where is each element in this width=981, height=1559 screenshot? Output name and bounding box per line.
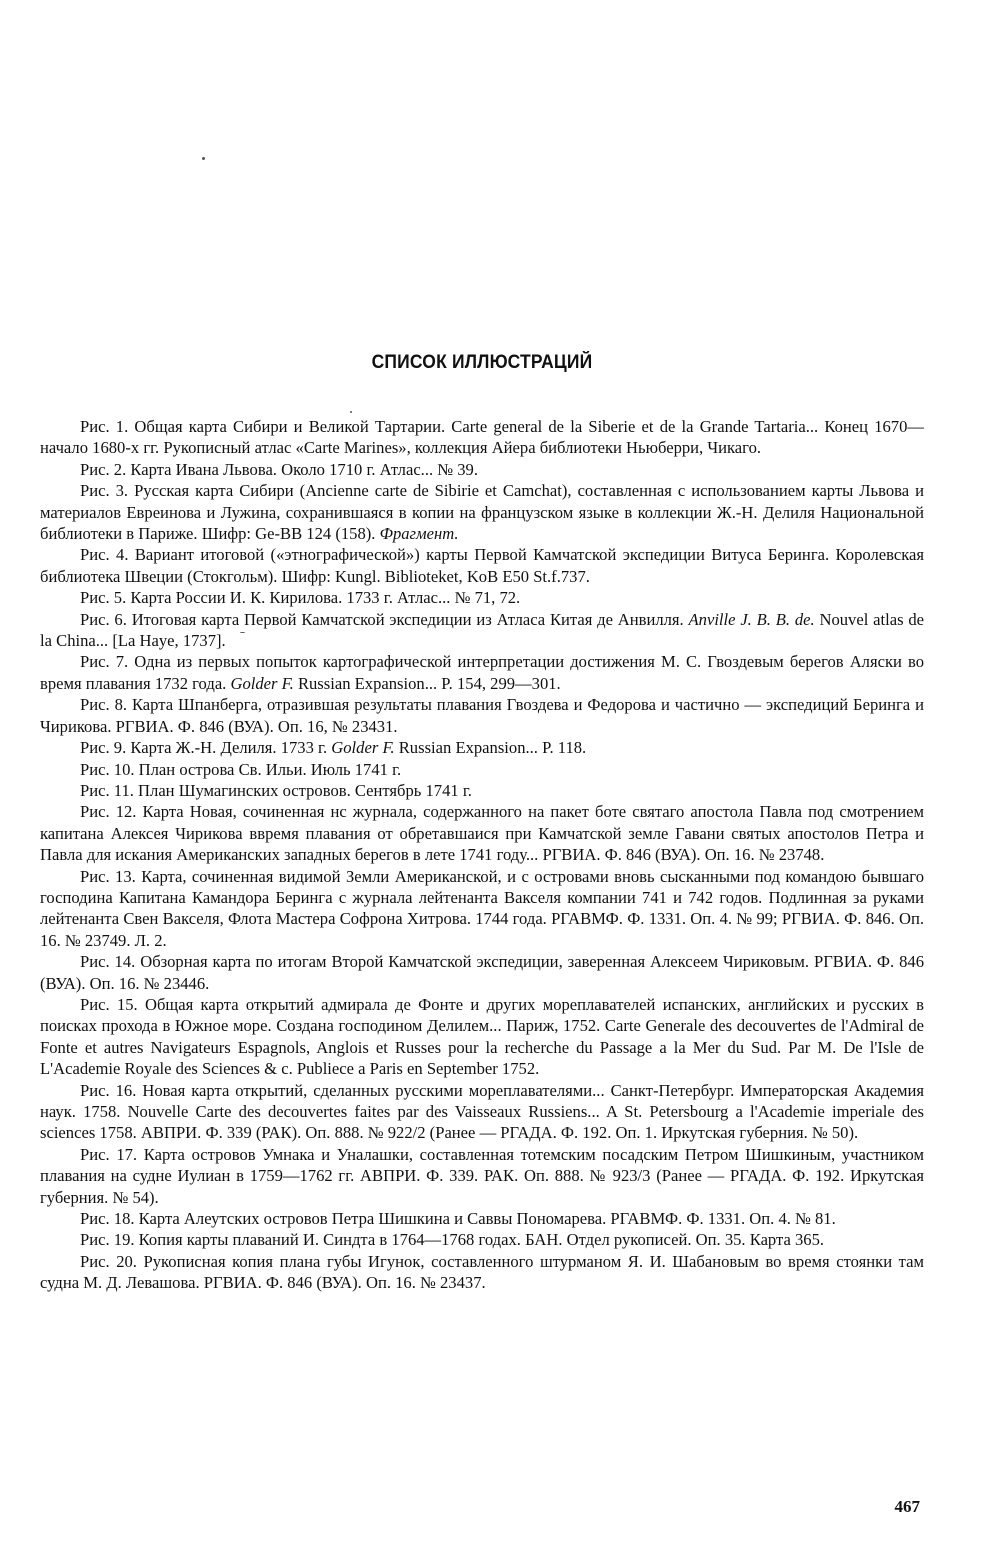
scan-speck bbox=[202, 157, 205, 160]
figure-label: Рис. 18. bbox=[80, 1209, 135, 1229]
illustration-list bbox=[40, 416, 924, 1294]
figure-label: Рис. 20. bbox=[80, 1251, 137, 1271]
figure-label: Рис. 4. bbox=[80, 545, 129, 565]
entry-text: Итоговая карта Первой Камчатской экспедиции из Атласа Китая де Анвилля. bbox=[126, 609, 689, 629]
illustration-entry bbox=[40, 737, 924, 758]
figure-label: Рис. 16. bbox=[80, 1080, 137, 1100]
entry-text: Одна из первых попыток картографической интерпретации достижения М. С. Гвоздевым берегов Аляски во время плавания 1732 года. bbox=[40, 652, 924, 693]
entry-text: Общая карта открытий адмирала де Фонте и других мореплавателей испанских, английских и русских в поисках прохода в Южное море. Создана господином Делилем... Париж, 1752. Carte Generale des decouvertes de l'Admiral de Fonte et autres Navigateurs Espagnols, Anglois et Russes pour la recherche du Passage a la Mer du Sud. Par M. De l'Isle de L'Academie Royale des Sciences & c. Publiece a Paris en September 1752. bbox=[40, 994, 924, 1079]
figure-label: Рис. 1. bbox=[80, 417, 129, 436]
entry-text: Карта островов Умнака и Уналашки, составленная тотемским посадским Петром Шишкиным, участником плавания на судне Иулиан в 1759—1762 гг. АВПРИ. Ф. 339. РАК. Оп. 888. № 923/3 (Ранее — РГАДА. Ф. 192. Иркутская губерния. № 54). bbox=[40, 1144, 924, 1207]
figure-label: Рис. 9. bbox=[80, 738, 127, 758]
illustration-entry bbox=[40, 1208, 924, 1229]
figure-label: Рис. 13. bbox=[80, 866, 136, 886]
illustration-entry bbox=[40, 459, 924, 480]
figure-label: Рис. 2. bbox=[80, 459, 127, 479]
figure-label: Рис. 7. bbox=[80, 652, 129, 672]
page-number: 467 bbox=[894, 1497, 920, 1516]
entry-text: Карта Ж.-Н. Делиля. 1733 г. bbox=[126, 738, 332, 758]
italic-citation: Golder F. bbox=[230, 673, 294, 693]
italic-citation: Фрагмент. bbox=[379, 524, 459, 544]
scan-speck bbox=[350, 411, 352, 413]
entry-text: Карта Алеутских островов Петра Шишкина и Саввы Пономарева. РГАВМФ. Ф. 1331. Оп. 4. № 81. bbox=[134, 1209, 836, 1229]
illustration-entry bbox=[40, 866, 924, 952]
italic-citation: Anville J. B. B. de. bbox=[688, 609, 815, 629]
figure-label: Рис. 8. bbox=[80, 695, 128, 715]
figure-label: Рис. 14. bbox=[80, 952, 136, 972]
entry-text: Копия карты плаваний И. Синдта в 1764—1768 годах. БАН. Отдел рукописей. Оп. 35. Карта 365. bbox=[134, 1230, 825, 1250]
entry-text: Карта Новая, сочиненная нс журнала, содержанного на пакет боте святаго апостола Павла под смотрением капитана Алексея Чирикова ввремя плавания от обретавшаися при Камчатской земле Гавани святых апостолов Петра и Павла для искания Американских западных берегов в лете 1741 году... РГВИА. Ф. 846 (ВУА). Оп. 16. № 23748. bbox=[40, 802, 924, 865]
illustration-entry bbox=[40, 416, 924, 459]
entry-text: Русская карта Сибири (Ancienne carte de Sibirie et Camchat), составленная с использованием карты Львова и материалов Евреинова и Лужина, сохранившаяся в копии на французском языке в коллекции Ж.-Н. Делиля Национальной библиотеки в Париже. Шифр: Ge-BB 124 (158). bbox=[40, 481, 924, 544]
entry-text: Nouvel atlas de la China... [La Haye, 1737]. bbox=[40, 609, 925, 651]
illustration-entry bbox=[40, 651, 924, 694]
illustration-entry bbox=[40, 480, 924, 544]
entry-text: Новая карта открытий, сделанных русскими мореплавателями... Санкт-Петербург. Императорская Академия наук. 1758. Nouvelle Carte des decouvertes faites par des Vaisseaux Russiens... A St. Petersbourg a l'Academie imperiale des sciences 1758. АВПРИ. Ф. 339 (РАК). Оп. 888. № 922/2 (Ранее — РГАДА. Ф. 192. Оп. 1. Иркутская губерния. № 50). bbox=[40, 1080, 924, 1143]
illustration-entry bbox=[40, 801, 924, 865]
entry-text: Обзорная карта по итогам Второй Камчатской экспедиции, заверенная Алексеем Чириковым. РГВИА. Ф. 846 (ВУА). Оп. 16. № 23446. bbox=[40, 952, 924, 993]
figure-label: Рис. 19. bbox=[80, 1230, 135, 1250]
figure-label: Рис. 12. bbox=[80, 802, 137, 822]
illustration-entry bbox=[40, 1080, 924, 1144]
figure-label: Рис. 5. bbox=[80, 588, 127, 608]
figure-label: Рис. 10. bbox=[80, 759, 135, 779]
entry-text: Вариант итоговой («этнографической») карты Первой Камчатской экспедиции Витуса Беринга. Королевская библиотека Швеции (Стокгольм). Шифр: Kungl. Biblioteket, KoB E50 St.f.737. bbox=[40, 545, 924, 586]
entry-text: План острова Св. Ильи. Июль 1741 г. bbox=[134, 759, 402, 779]
entry-text: Карта Ивана Львова. Около 1710 г. Атлас... № 39. bbox=[126, 459, 478, 479]
illustration-entry bbox=[40, 1251, 924, 1294]
entry-text: Общая карта Сибири и Великой Тартарии. Carte general de la Siberie et de la Grande Tartaria... Конец 1670—начало 1680-х гг. Рукописный атлас «Carte Marines», коллекция Айера библиотеки Ньюберри, Чикаго. bbox=[40, 417, 924, 458]
page-title: СПИСОК ИЛЛЮСТРАЦИЙ bbox=[371, 352, 593, 373]
entry-text: Карта Шпанберга, отразившая результаты плавания Гвоздева и Федорова и частично — экспедиций Беринга и Чирикова. РГВИА. Ф. 846 (ВУА). Оп. 16, № 23431. bbox=[40, 695, 924, 736]
figure-label: Рис. 6. bbox=[80, 609, 127, 629]
illustration-entry bbox=[40, 544, 924, 587]
entry-text: Рукописная копия плана губы Игунок, составленного штурманом Я. И. Шабановым во время стоянки там судна М. Д. Левашова. РГВИА. Ф. 846 (ВУА). Оп. 16. № 23437. bbox=[40, 1251, 925, 1293]
illustration-entry bbox=[40, 587, 924, 608]
entry-text: Russian Expansion... P. 154, 299—301. bbox=[293, 673, 561, 693]
figure-label: Рис. 3. bbox=[80, 481, 129, 501]
entry-text: Карта, сочиненная видимой Земли Американской, и с островами вновь сысканными под командою бывшаго господина Капитана Камандора Беринга с журнала лейтенанта Вакселя компании 741 и 742 годов. Подлинная за руками лейтенанта Свен Вакселя, Флота Мастера Софрона Хитрова. 1744 года. РГАВМФ. Ф. 1331. Оп. 4. № 99; РГВИА. Ф. 846. Оп. 16. № 23749. Л. 2. bbox=[40, 866, 924, 950]
entry-text: Карта России И. К. Кирилова. 1733 г. Атлас... № 71, 72. bbox=[126, 588, 521, 608]
figure-label: Рис. 11. bbox=[80, 780, 134, 800]
entry-text: Russian Expansion... P. 118. bbox=[394, 738, 587, 758]
figure-label: Рис. 15. bbox=[80, 994, 138, 1014]
scan-speck bbox=[240, 632, 245, 633]
illustration-entry bbox=[40, 694, 924, 737]
entry-text: План Шумагинских островов. Сентябрь 1741 г. bbox=[133, 780, 472, 800]
italic-citation: Golder F. bbox=[331, 738, 395, 758]
illustration-entry bbox=[40, 780, 924, 801]
figure-label: Рис. 17. bbox=[80, 1144, 138, 1164]
illustration-entry bbox=[40, 994, 924, 1080]
illustration-entry bbox=[40, 951, 924, 994]
illustration-entry bbox=[40, 609, 924, 652]
illustration-entry bbox=[40, 1229, 924, 1250]
illustration-entry bbox=[40, 759, 924, 780]
illustration-entry bbox=[40, 1144, 924, 1208]
